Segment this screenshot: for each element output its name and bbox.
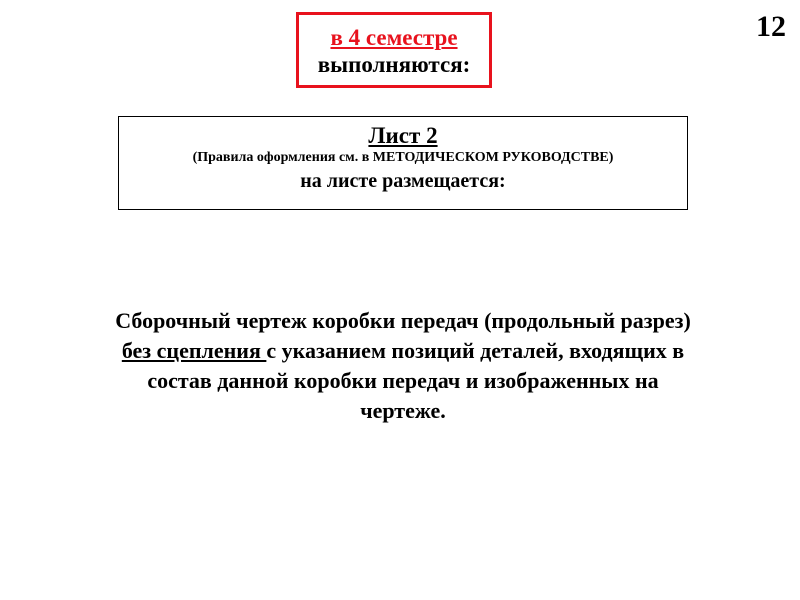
sheet-box <box>118 116 688 210</box>
without-clutch-phrase: без сцепления <box>121 338 267 363</box>
page-number: 12 <box>756 10 786 43</box>
description-line-2 <box>40 336 766 366</box>
performed-label: выполняются: <box>317 52 471 77</box>
semester-box <box>296 12 492 88</box>
drawing-description <box>40 306 766 426</box>
semester-label: в 4 семестре <box>330 25 458 50</box>
description-line-4: чертеже. <box>360 398 446 423</box>
description-line-1: Сборочный чертеж коробки передач (продольный разрез) <box>115 308 691 333</box>
description-line-2-rest: с указанием позиций деталей, входящих в <box>266 338 685 363</box>
sheet-placement-label: на листе размещается: <box>300 170 506 192</box>
sheet-title: Лист 2 <box>368 123 438 148</box>
sheet-rules-note: (Правила оформления см. в МЕТОДИЧЕСКОМ РУКОВОДСТВЕ) <box>192 150 614 165</box>
description-line-3: состав данной коробки передач и изображенных на <box>147 368 659 393</box>
